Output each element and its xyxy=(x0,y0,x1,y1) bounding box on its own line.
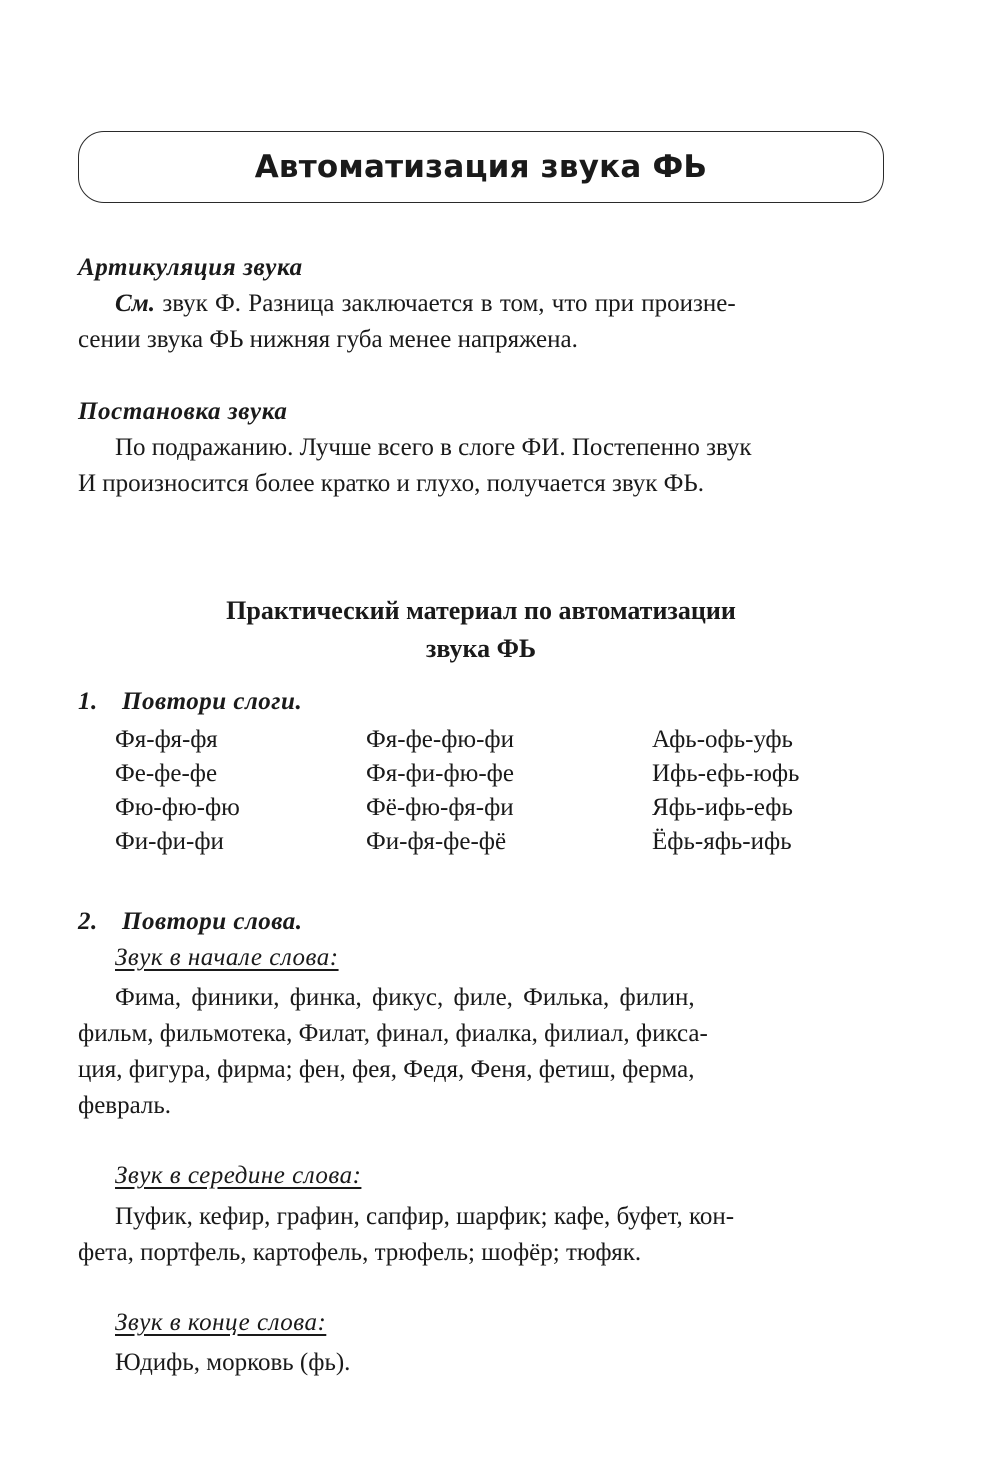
exercise-1-label: Повтори слоги. xyxy=(122,688,303,715)
articulation-heading: Артикуляция звука xyxy=(78,254,303,281)
syllable-item: Фе-фе-фе xyxy=(115,760,218,787)
practice-title-line-1: Практический материал по автоматизации xyxy=(226,596,736,625)
practice-title xyxy=(78,592,884,668)
syllable-item: Ёфь-яфь-ифь xyxy=(652,828,792,855)
articulation-line-2: сении звука ФЬ нижняя губа менее напряжена. xyxy=(78,326,578,353)
exercise-2-title xyxy=(78,908,303,936)
words-line: Юдифь, морковь (фь). xyxy=(115,1349,351,1376)
articulation-text-1: звук Ф. Разница заключается в том, что при произне- xyxy=(162,290,736,317)
articulation-line-1 xyxy=(78,286,886,322)
page-title: Автоматизация звука ФЬ xyxy=(254,149,708,185)
sound-start-heading: Звук в начале слова: xyxy=(115,944,339,971)
syllable-item: Ифь-ефь-юфь xyxy=(652,760,800,787)
words-line: фета, портфель, картофель, трюфель; шофёр; тюфяк. xyxy=(78,1239,642,1266)
syllable-item: Афь-офь-уфь xyxy=(652,726,793,753)
exercise-2-label: Повтори слова. xyxy=(122,908,303,935)
words-line: Фима, финики, финка, фикус, филе, Филька, филин, xyxy=(115,984,695,1011)
syllable-item: Фя-фи-фю-фе xyxy=(366,760,514,787)
sound-start-words xyxy=(78,980,886,1124)
syllable-item: Фи-фя-фе-фё xyxy=(366,828,507,855)
syllables-column-2 xyxy=(366,723,514,859)
articulation-section xyxy=(78,250,886,358)
title-box xyxy=(78,131,884,203)
setup-line-2: И произносится более кратко и глухо, получается звук ФЬ. xyxy=(78,470,705,497)
sound-end-words xyxy=(78,1345,886,1381)
exercise-1-title xyxy=(78,688,302,716)
syllable-item: Фю-фю-фю xyxy=(115,794,240,821)
setup-line-1: По подражанию. Лучше всего в слоге ФИ. Постепенно звук xyxy=(115,434,752,461)
syllable-item: Фя-фе-фю-фи xyxy=(366,726,514,753)
words-line: фильм, фильмотека, Филат, финал, фиалка, филиал, фикса- xyxy=(78,1020,708,1047)
practice-title-line-2: звука ФЬ xyxy=(425,634,537,663)
syllable-item: Фи-фи-фи xyxy=(115,828,224,855)
syllables-column-1 xyxy=(115,723,240,859)
syllable-item: Фя-фя-фя xyxy=(115,726,218,753)
sound-middle-words xyxy=(78,1199,886,1271)
exercise-2-number: 2. xyxy=(78,908,98,935)
syllable-item: Фё-фю-фя-фи xyxy=(366,794,514,821)
sound-end-heading: Звук в конце слова: xyxy=(115,1309,327,1336)
setup-heading: Постановка звука xyxy=(78,398,288,425)
words-line: ция, фигура, фирма; фен, фея, Федя, Феня, фетиш, ферма, xyxy=(78,1056,695,1083)
syllable-item: Яфь-ифь-ефь xyxy=(652,794,793,821)
exercise-1-number: 1. xyxy=(78,688,98,715)
syllables-column-3 xyxy=(652,723,799,859)
words-line: февраль. xyxy=(78,1092,172,1119)
setup-section xyxy=(78,394,886,502)
sound-middle-heading: Звук в середине слова: xyxy=(115,1162,362,1189)
words-line: Пуфик, кефир, графин, сапфир, шарфик; кафе, буфет, кон- xyxy=(115,1203,735,1230)
see-label: См. xyxy=(115,290,156,317)
